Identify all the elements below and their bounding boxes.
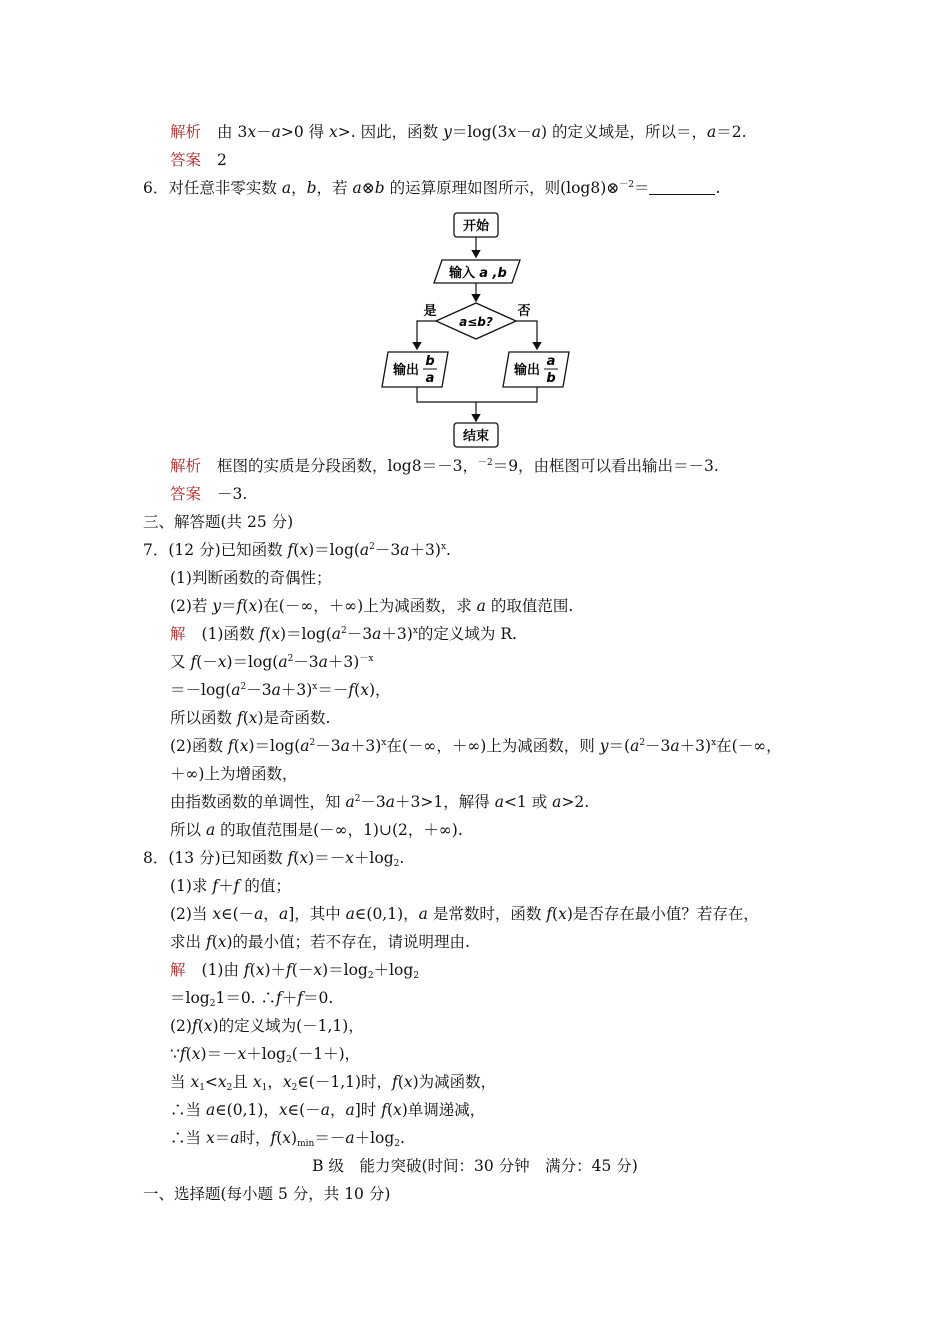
svg-text:a: a	[425, 371, 435, 386]
flow-start	[454, 213, 498, 237]
q5-answer-line: 答案 2	[170, 151, 227, 169]
flow-input	[434, 260, 520, 283]
section-heading: 三、解答题(共 25 分)	[143, 513, 294, 531]
svg-text:b: b	[546, 371, 556, 386]
section-heading: 一、选择题(每小题 5 分，共 10 分)	[143, 1185, 391, 1203]
q8-solution-line: 解 (1)由 $f(x)+f(-x)=\log_2+\log_2$	[170, 961, 420, 981]
flow-output-right	[503, 352, 569, 387]
solution-label: 解	[170, 961, 186, 979]
svg-text:开始: 开始	[462, 219, 490, 234]
q8-part2-cont: 求出 f(x)的最小值；若不存在，请说明理由.	[170, 933, 470, 951]
flow-no-label: 否	[517, 304, 531, 319]
q8-solution-line: (2)f(x)的定义域为(－1,1)，	[170, 1017, 364, 1035]
q7-solution-line: 由指数函数的单调性，知 $a^2-3a+3>1$，解得 a<1 或 a>2.	[170, 793, 590, 811]
q8-solution-line: $\because f(x)=-x+\log_2(-1+)$，	[170, 1045, 361, 1065]
solution-label: 解	[170, 625, 186, 643]
svg-text:输出: 输出	[392, 363, 420, 378]
q7-solution-line: ＋∞)上为增函数，	[170, 765, 298, 783]
q8-part2: (2)当 x∈(－a，a]，其中 a∈(0,1)，a 是常数时，函数 f(x)是否存在最小值？若存在，	[170, 905, 759, 923]
answer-label: 答案	[170, 151, 202, 169]
answer-blank	[649, 180, 715, 195]
q8-solution-line: 当 $x_1<x_2$且 $x_1$，$x_2\in(-1,1)$时，f(x)为减函数，	[170, 1073, 497, 1093]
svg-text:输入: 输入	[448, 266, 476, 281]
flowchart	[370, 205, 580, 455]
q7-part2: (2)若 y＝f(x)在(－∞，＋∞)上为减函数，求 a 的取值范围.	[170, 597, 574, 615]
analysis-label: 解析	[170, 123, 202, 141]
q7-solution-line: 又 $f(-x)=\log(a^2-3a+3)^{-x}$	[170, 653, 374, 671]
q6-analysis-line: 解析 框图的实质是分段函数，log8＝－3，$^{-2}$＝9，由框图可以看出输出＝－3.	[170, 457, 719, 475]
q6-answer-line: 答案 －3.	[170, 485, 248, 503]
q7-solution-line: 所以函数 f(x)是奇函数.	[170, 709, 331, 727]
svg-text:a≤b?: a≤b?	[459, 315, 493, 329]
q7-question: 7．(12 分)已知函数 $f(x)=\log(a^2-3a+3)^x$.	[143, 541, 451, 559]
q8-solution-line: ∴当 a∈(0,1)，x∈(－a，a]时 f(x)单调递减，	[170, 1101, 486, 1119]
q7-solution-line: $=-\log(a^2-3a+3)^x=-f(x)$，	[170, 681, 391, 699]
svg-text:a ,b: a ,b	[479, 266, 507, 281]
q8-part1: (1)求 f＋f 的值；	[170, 877, 291, 895]
flow-condition	[436, 303, 516, 339]
q7-solution-line: 所以 a 的取值范围是(－∞，1)∪(2，＋∞).	[170, 821, 463, 839]
q7-part1: (1)判断函数的奇偶性；	[170, 569, 332, 587]
q8-solution-line: $=\log_21=0$. ∴f＋f＝0.	[170, 989, 334, 1009]
svg-text:结束: 结束	[462, 429, 490, 444]
level-b-heading: B 级 能力突破(时间：30 分钟 满分：45 分)	[312, 1157, 638, 1175]
q7-solution-line: (2)函数 $f(x)=\log(a^2-3a+3)^x$在(－∞，＋∞)上为减函数，则 $y=(a^2-3a+3)^x$在(－∞，	[170, 737, 782, 755]
q6-question: 6．对任意非零实数 a，b，若 a⊗b 的运算原理如图所示，则(log8)⊗$^{-2}$＝ .	[143, 179, 721, 197]
flow-yes-label: 是	[423, 304, 437, 319]
svg-text:输出: 输出	[513, 363, 541, 378]
q8-question: 8．(13 分)已知函数 $f(x)=-x+\log_2$.	[143, 849, 405, 869]
flow-end	[454, 423, 498, 447]
answer-label: 答案	[170, 485, 202, 503]
q8-solution-line: ∴当 x＝a时，$f(x)_{min}=-a+\log_2$.	[170, 1129, 405, 1149]
q5-analysis-line: 解析 由 3x－a>0 得 x>. 因此，函数 y＝log(3x－a) 的定义域是，所以＝，a＝2.	[170, 123, 747, 141]
svg-text:b: b	[425, 354, 435, 369]
analysis-label: 解析	[170, 457, 202, 475]
flow-output-left	[382, 352, 448, 387]
q7-solution-line: 解 (1)函数 $f(x)=\log(a^2-3a+3)^x$的定义域为 R.	[170, 625, 517, 643]
svg-text:a: a	[546, 354, 556, 369]
